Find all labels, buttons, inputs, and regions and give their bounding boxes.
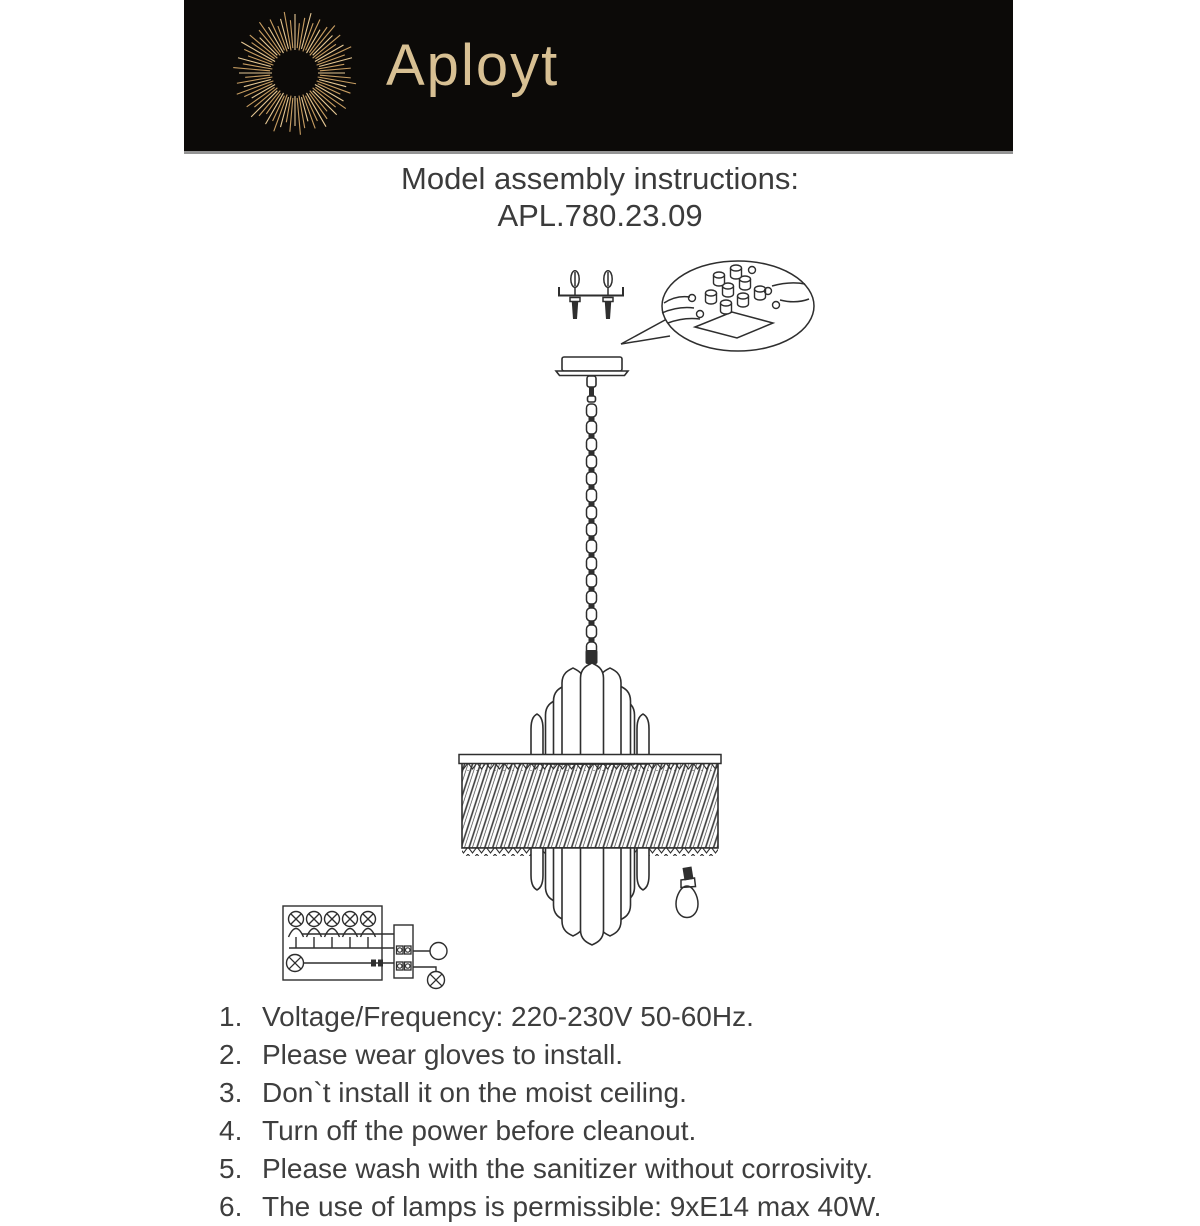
pleated-drum-shade	[459, 755, 721, 857]
chandelier-lower-crystals	[531, 848, 649, 945]
brand-wordmark: Aployt	[386, 33, 560, 98]
switch-symbol	[430, 943, 447, 960]
instruction-item	[219, 1074, 1079, 1112]
item-text: Don`t install it on the moist ceiling.	[262, 1077, 687, 1108]
item-text: Turn off the power before cleanout.	[262, 1115, 697, 1146]
item-text: Please wash with the sanitizer without corrosivity.	[262, 1153, 874, 1184]
item-number: 5.	[219, 1153, 243, 1184]
item-number: 2.	[219, 1039, 243, 1070]
instruction-item	[219, 1112, 1079, 1150]
ceiling-canopy-icon	[556, 357, 628, 402]
item-number: 3.	[219, 1077, 243, 1108]
instruction-list	[219, 998, 1079, 1226]
item-text: The use of lamps is permissible: 9xE14 max 40W.	[262, 1191, 882, 1222]
instruction-item	[219, 1188, 1079, 1226]
suspension-chain	[586, 404, 598, 664]
instruction-item	[219, 1150, 1079, 1188]
item-number: 1.	[219, 1001, 243, 1032]
chandelier-upper-crystals	[531, 663, 649, 764]
item-text: Please wear gloves to install.	[262, 1039, 624, 1070]
mounting-screws-icon	[559, 271, 623, 319]
instruction-item	[219, 1036, 1079, 1074]
model-number: APL.780.23.09	[497, 198, 703, 233]
e14-bulb-icon	[676, 867, 698, 918]
terminal-block-callout	[621, 261, 814, 351]
wiring-diagram	[283, 906, 447, 989]
instruction-item	[219, 998, 1079, 1036]
instructions-title: Model assembly instructions:	[401, 161, 799, 196]
item-number: 6.	[219, 1191, 243, 1222]
item-text: Voltage/Frequency: 220-230V 50-60Hz.	[262, 1001, 754, 1032]
item-number: 4.	[219, 1115, 243, 1146]
